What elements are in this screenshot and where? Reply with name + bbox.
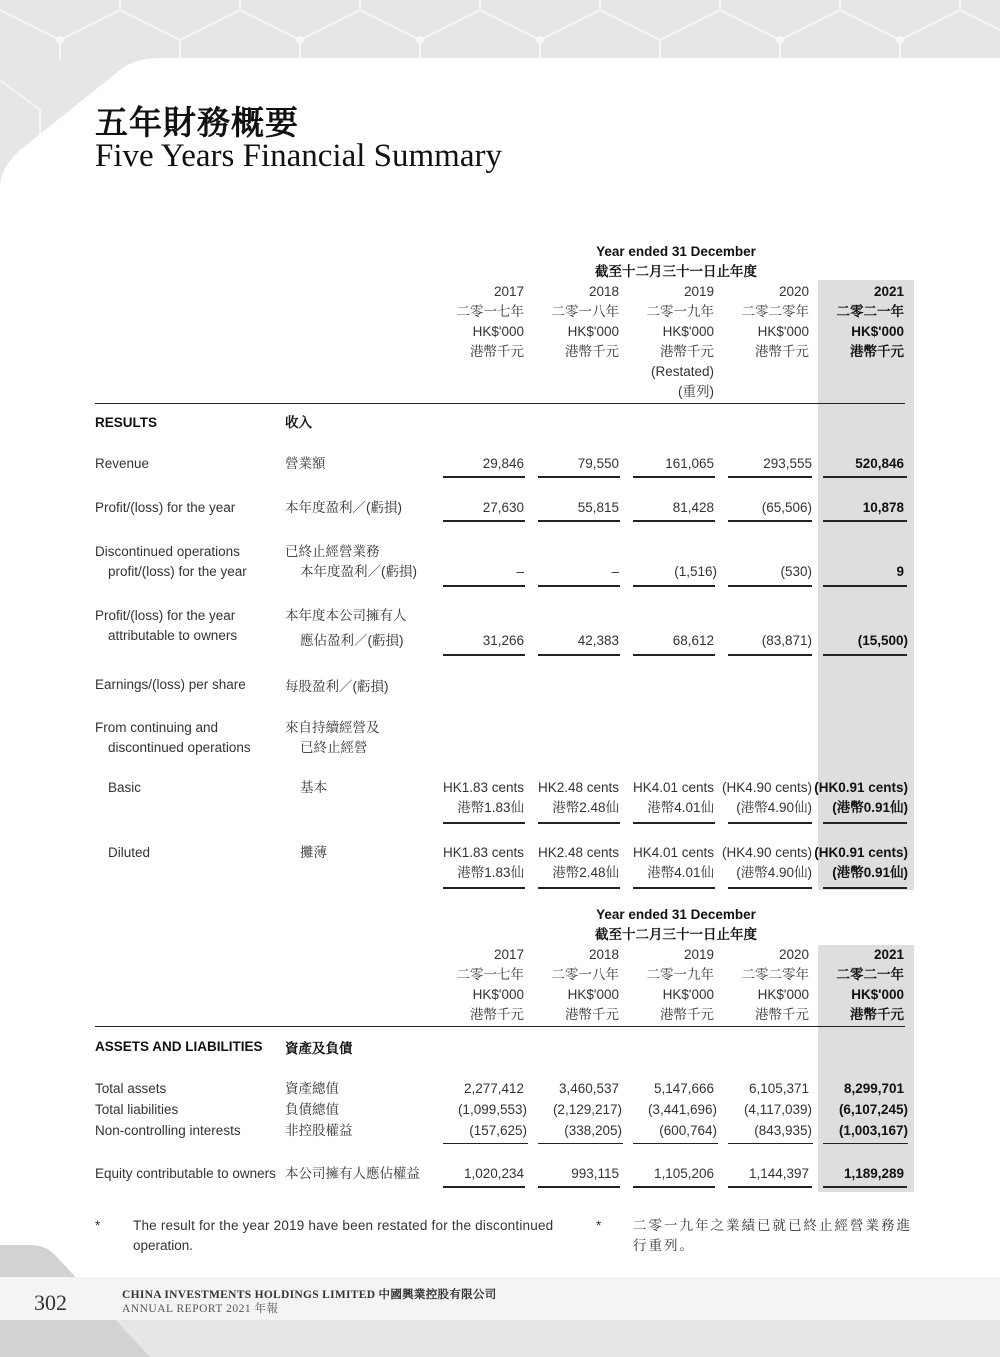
- header-rule: [95, 1026, 905, 1027]
- cell-2020: (83,871): [761, 633, 812, 648]
- cell-2019: (600,764): [659, 1123, 717, 1138]
- cell-2020-zh: (港幣4.90仙): [736, 865, 812, 880]
- column-unit: HK$'000: [662, 324, 714, 339]
- column-year: 2021: [873, 947, 904, 962]
- footnote-text-en-line1: The result for the year 2019 have been restated for the discontinued: [133, 1218, 554, 1233]
- column-unit-zh: 港幣千元: [660, 344, 714, 359]
- cell-2018: 42,383: [577, 633, 619, 648]
- period-header-en: Year ended 31 December: [596, 907, 756, 922]
- row-label-zh-line2: 本年度盈利／(虧損): [300, 564, 417, 579]
- column-unit: HK$'000: [472, 987, 524, 1002]
- cell-2019: 81,428: [672, 500, 714, 515]
- period-header-zh: 截至十二月三十一日止年度: [595, 927, 757, 942]
- row-label-zh: 本年度盈利／(虧損): [285, 500, 402, 515]
- cell-2019-zh: 港幣4.01仙: [647, 800, 714, 815]
- header-rule: [95, 403, 905, 404]
- section-heading-en: RESULTS: [95, 415, 158, 430]
- row-label: Profit/(loss) for the year: [95, 608, 236, 623]
- cell-2019: HK4.01 cents: [632, 780, 714, 795]
- column-year-zh: 二零二一年: [836, 967, 904, 982]
- row-label: Total assets: [95, 1081, 167, 1096]
- cell-2017: HK1.83 cents: [442, 780, 524, 795]
- row-label-zh: 負債總值: [285, 1102, 339, 1117]
- column-unit-zh: 港幣千元: [850, 344, 904, 359]
- column-year: 2021: [873, 284, 904, 299]
- cell-2018-zh: 港幣2.48仙: [552, 865, 619, 880]
- column-unit-zh: 港幣千元: [755, 344, 809, 359]
- cell-2021: (HK0.91 cents): [814, 780, 908, 795]
- column-unit-zh: 港幣千元: [470, 344, 524, 359]
- cell-2017: 31,266: [482, 633, 524, 648]
- cell-2017: HK1.83 cents: [442, 845, 524, 860]
- row-label-zh: 營業額: [285, 456, 326, 471]
- column-year-zh: 二零二一年: [836, 304, 904, 319]
- column-unit: HK$'000: [567, 324, 619, 339]
- footnote-marker: *: [95, 1218, 101, 1233]
- cell-2017: (157,625): [469, 1123, 527, 1138]
- cell-2019-zh: 港幣4.01仙: [647, 865, 714, 880]
- footer-report-title: ANNUAL REPORT 2021 年報: [122, 1303, 279, 1315]
- column-year: 2019: [683, 947, 714, 962]
- cell-2021: 520,846: [855, 456, 904, 471]
- footer-company-name: CHINA INVESTMENTS HOLDINGS LIMITED 中國興業控股有限公司: [122, 1289, 497, 1301]
- row-label-zh: 已終止經營業務: [285, 544, 380, 559]
- cell-2017-zh: 港幣1.83仙: [457, 800, 524, 815]
- column-unit: HK$'000: [757, 324, 809, 339]
- column-unit-zh: 港幣千元: [565, 344, 619, 359]
- cell-2021: 9: [896, 564, 904, 579]
- section-heading-zh: 資產及負債: [285, 1041, 353, 1056]
- cell-2018: 3,460,537: [558, 1081, 619, 1096]
- restated-note: (Restated): [650, 364, 714, 379]
- page-title-chinese: 五年財務概要: [95, 103, 299, 142]
- column-unit: HK$'000: [662, 987, 714, 1002]
- cell-2019: (3,441,696): [647, 1102, 717, 1117]
- cell-2020-zh: (港幣4.90仙): [736, 800, 812, 815]
- cell-2018: 993,115: [571, 1166, 619, 1181]
- eps-label-zh: 每股盈利／(虧損): [285, 679, 389, 694]
- footnote-marker-zh: *: [596, 1218, 602, 1233]
- column-year: 2020: [778, 284, 809, 299]
- section-heading-zh: 收入: [285, 415, 312, 430]
- cell-2020: (HK4.90 cents): [721, 845, 812, 860]
- column-unit-zh: 港幣千元: [470, 1007, 524, 1022]
- row-label-zh: 非控股權益: [285, 1123, 353, 1138]
- row-label-zh-line2: 應佔盈利／(虧損): [300, 633, 404, 648]
- cell-2021-zh: (港幣0.91仙): [832, 800, 908, 815]
- cell-2019: HK4.01 cents: [632, 845, 714, 860]
- column-year-zh: 二零一九年: [646, 304, 714, 319]
- cell-2021: (6,107,245): [838, 1102, 908, 1117]
- column-year: 2017: [493, 947, 524, 962]
- cell-2017: 2,277,412: [463, 1081, 524, 1096]
- cell-2020: 293,555: [763, 456, 812, 471]
- continuing-label-zh-line2: 已終止經營: [300, 740, 368, 755]
- column-year-zh: 二零一八年: [551, 304, 619, 319]
- cell-2020: (HK4.90 cents): [721, 780, 812, 795]
- cell-2019: 68,612: [672, 633, 714, 648]
- row-label: Revenue: [95, 456, 150, 471]
- cell-2021: (HK0.91 cents): [814, 845, 908, 860]
- column-year-zh: 二零一八年: [551, 967, 619, 982]
- column-year-zh: 二零一七年: [456, 304, 524, 319]
- row-label: Equity contributable to owners: [95, 1166, 276, 1181]
- column-year-zh: 二零二零年: [741, 967, 809, 982]
- row-label: Profit/(loss) for the year: [95, 500, 236, 515]
- column-year: 2017: [493, 284, 524, 299]
- cell-2018: HK2.48 cents: [537, 845, 619, 860]
- page-title-english: Five Years Financial Summary: [95, 138, 502, 174]
- cell-2020: (530): [780, 564, 812, 579]
- column-unit: HK$'000: [851, 324, 904, 339]
- row-label-zh: 本公司擁有人應佔權益: [285, 1166, 420, 1181]
- cell-2017: –: [516, 564, 524, 579]
- cell-2017: 1,020,234: [463, 1166, 524, 1181]
- cell-2018: HK2.48 cents: [537, 780, 619, 795]
- continuing-label-line2: discontinued operations: [108, 740, 251, 755]
- row-label: Basic: [108, 780, 142, 795]
- cell-2020: (843,935): [754, 1123, 812, 1138]
- footnote-text-zh-line2: 行重列。: [633, 1238, 695, 1253]
- row-label-line2: attributable to owners: [108, 628, 238, 643]
- column-year: 2018: [588, 284, 619, 299]
- cell-2017: (1,099,553): [457, 1102, 527, 1117]
- cell-2019: 5,147,666: [653, 1081, 714, 1096]
- cell-2021: 10,878: [862, 500, 904, 515]
- cell-2019: 161,065: [665, 456, 714, 471]
- eps-label: Earnings/(loss) per share: [95, 677, 246, 692]
- column-year-zh: 二零二零年: [741, 304, 809, 319]
- column-unit-zh: 港幣千元: [850, 1007, 904, 1022]
- cell-2017: 27,630: [482, 500, 524, 515]
- column-unit: HK$'000: [567, 987, 619, 1002]
- column-year-zh: 二零一七年: [456, 967, 524, 982]
- cell-2019: (1,516): [674, 564, 717, 579]
- cell-2021: 1,189,289: [843, 1166, 904, 1181]
- row-label: Diluted: [108, 845, 151, 860]
- cell-2021-zh: (港幣0.91仙): [832, 865, 908, 880]
- row-label: Non-controlling interests: [95, 1123, 241, 1138]
- restated-note-zh: (重列): [678, 384, 714, 399]
- cell-2018-zh: 港幣2.48仙: [552, 800, 619, 815]
- cell-2018: (338,205): [564, 1123, 622, 1138]
- footnote-text-zh-line1: 二零一九年之業績已就已終止經營業務進: [633, 1218, 912, 1233]
- cell-2021: 8,299,701: [843, 1081, 904, 1096]
- cell-2018: 79,550: [577, 456, 619, 471]
- row-label-zh: 資產總值: [285, 1081, 339, 1096]
- column-unit-zh: 港幣千元: [565, 1007, 619, 1022]
- cell-2021: (15,500): [857, 633, 908, 648]
- continuing-label: From continuing and: [95, 720, 219, 735]
- column-year: 2020: [778, 947, 809, 962]
- row-label-zh: 攤薄: [300, 845, 327, 860]
- cell-2018: (2,129,217): [552, 1102, 622, 1117]
- period-header-en: Year ended 31 December: [596, 244, 756, 259]
- cell-2021: (1,003,167): [838, 1123, 908, 1138]
- row-label: Discontinued operations: [95, 544, 240, 559]
- cell-2018: –: [611, 564, 619, 579]
- continuing-label-zh: 來自持續經營及: [285, 720, 380, 735]
- column-year: 2019: [683, 284, 714, 299]
- cell-2020: 6,105,371: [748, 1081, 809, 1096]
- column-unit: HK$'000: [757, 987, 809, 1002]
- row-label: Total liabilities: [95, 1102, 179, 1117]
- period-header-zh: 截至十二月三十一日止年度: [595, 264, 757, 279]
- page-number: 302: [34, 1290, 67, 1315]
- cell-2017-zh: 港幣1.83仙: [457, 865, 524, 880]
- cell-2020: 1,144,397: [748, 1166, 809, 1181]
- cell-2019: 1,105,206: [653, 1166, 714, 1181]
- row-label-zh: 基本: [300, 780, 327, 795]
- column-year-zh: 二零一九年: [646, 967, 714, 982]
- footnote-text-en-line2: operation.: [133, 1238, 194, 1253]
- cell-2020: (4,117,039): [743, 1102, 812, 1117]
- column-unit-zh: 港幣千元: [660, 1007, 714, 1022]
- row-label-zh: 本年度本公司擁有人: [285, 608, 407, 623]
- row-label-line2: profit/(loss) for the year: [108, 564, 247, 579]
- column-unit-zh: 港幣千元: [755, 1007, 809, 1022]
- cell-2017: 29,846: [482, 456, 524, 471]
- column-unit: HK$'000: [472, 324, 524, 339]
- column-unit: HK$'000: [851, 987, 904, 1002]
- column-year: 2018: [588, 947, 619, 962]
- cell-2020: (65,506): [761, 500, 812, 515]
- cell-2018: 55,815: [577, 500, 619, 515]
- section-heading-en: ASSETS AND LIABILITIES: [95, 1039, 263, 1054]
